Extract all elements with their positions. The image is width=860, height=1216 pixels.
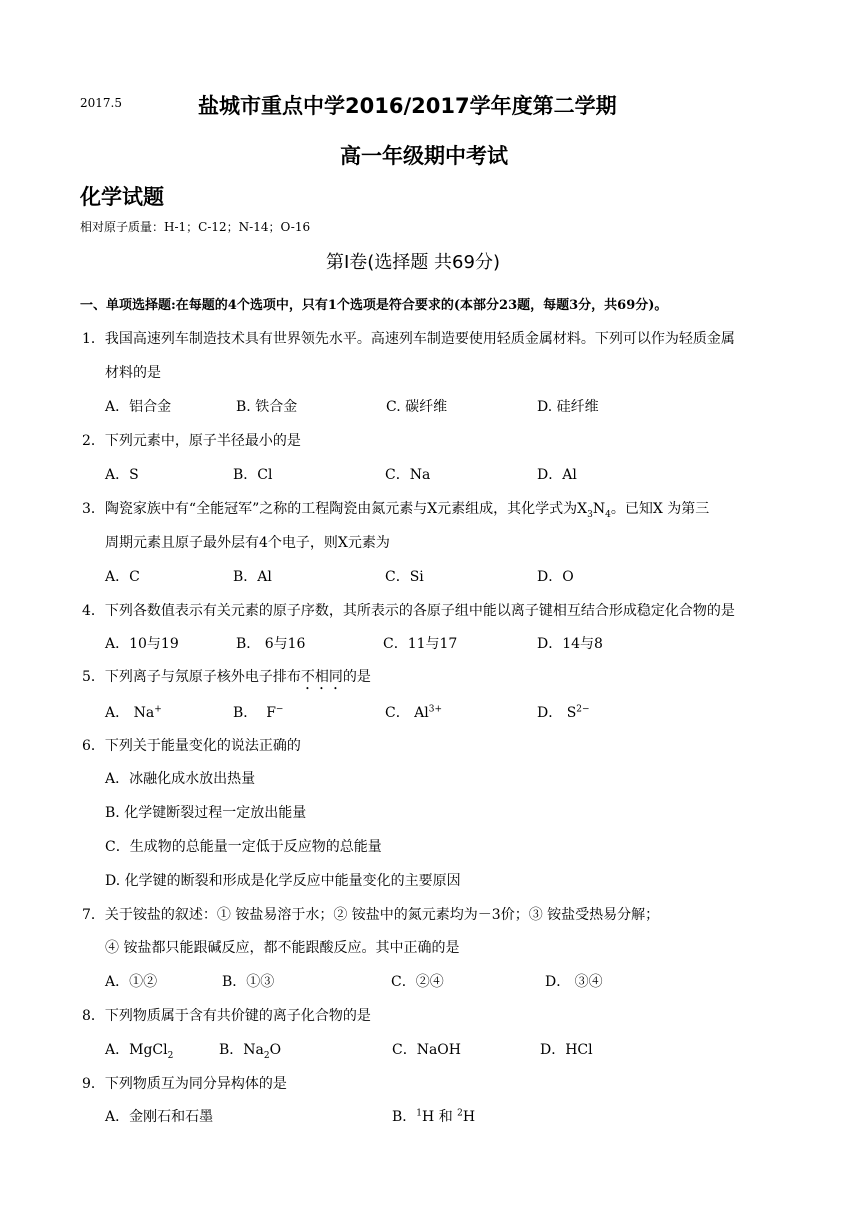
question-3-text-cont: 周期元素且原子最外层有4个电子，则X元素为 xyxy=(105,535,390,551)
question-2-option-a: A．S xyxy=(105,467,139,483)
question-8-text: 8．下列物质属于含有共价键的离子化合物的是 xyxy=(82,1008,371,1024)
question-7-text-cont: ④ 铵盐都只能跟碱反应，都不能跟酸反应。其中正确的是 xyxy=(105,940,460,956)
question-5-option-d: D． $S^{2-}$ xyxy=(537,704,590,721)
question-4-option-c: C．11与17 xyxy=(383,636,458,652)
question-8-option-a: A．MgCl$_2$ xyxy=(105,1042,174,1061)
question-3-text: 3．陶瓷家族中有“全能冠军”之称的工程陶瓷由氮元素与X元素组成，其化学式为$X_3N_4$。已知X 为第三 xyxy=(82,501,710,520)
question-6-option-c: C．生成物的总能量一定低于反应物的总能量 xyxy=(105,839,382,855)
question-1-option-a: A．铝合金 xyxy=(105,399,172,415)
question-7-option-b: B．①③ xyxy=(222,974,275,990)
question-5-text: 5．下列离子与氖原子核外电子排布不相同的是 xyxy=(82,669,371,685)
question-2-text: 2．下列元素中，原子半径最小的是 xyxy=(82,433,301,449)
question-8-option-c: C．NaOH xyxy=(392,1042,461,1058)
question-1-option-b: B. 铁合金 xyxy=(236,399,298,415)
question-2-option-b: B．Cl xyxy=(233,467,273,483)
question-5-option-c: C． $Al^{3+}$ xyxy=(385,704,443,721)
question-1-text-cont: 材料的是 xyxy=(105,365,161,381)
atomic-masses: 相对原子质量：H-1；C-12；N-14；O-16 xyxy=(80,220,311,234)
question-3-option-a: A．C xyxy=(105,569,140,585)
question-9-text: 9．下列物质互为同分异构体的是 xyxy=(82,1076,287,1092)
subject-title: 化学试题 xyxy=(80,185,164,209)
question-1-option-c: C. 碳纤维 xyxy=(386,399,448,415)
question-4-option-b: B． 6与16 xyxy=(236,636,306,652)
question-7-option-a: A．①② xyxy=(105,974,158,990)
question-8-option-b: B．$Na_2O$ xyxy=(219,1042,282,1061)
question-5-option-a: A． Na+ xyxy=(105,704,162,721)
question-7-text: 7．关于铵盐的叙述：① 铵盐易溶于水；② 铵盐中的氮元素均为－3价；③ 铵盐受热易分解； xyxy=(82,907,660,923)
exam-date: 2017.5 xyxy=(80,96,122,110)
question-2-option-c: C．Na xyxy=(385,467,431,483)
question-4-text: 4．下列各数值表示有关元素的原子序数，其所表示的各原子组中能以离子键相互结合形成稳定化合物的是 xyxy=(82,603,735,619)
question-6-option-a: A．冰融化成水放出热量 xyxy=(105,771,256,787)
exam-name: 高一年级期中考试 xyxy=(340,144,508,168)
question-3-option-d: D．O xyxy=(537,569,574,585)
question-6-option-b: B. 化学键断裂过程一定放出能量 xyxy=(105,805,307,821)
section-instructions: 一、单项选择题:在每题的4个选项中，只有1个选项是符合要求的(本部分23题，每题3分，共69分)。 xyxy=(80,298,668,313)
question-3-option-b: B．Al xyxy=(233,569,272,585)
question-7-option-c: C．②④ xyxy=(391,974,444,990)
question-9-option-a: A．金刚石和石墨 xyxy=(105,1109,214,1125)
volume-title: 第Ⅰ卷(选择题 共69分) xyxy=(326,252,500,273)
question-8-option-d: D．HCl xyxy=(540,1042,593,1058)
question-7-option-d: D． ③④ xyxy=(545,974,603,990)
question-4-option-d: D．14与8 xyxy=(537,636,603,652)
exam-title: 盐城市重点中学2016/2017学年度第二学期 xyxy=(198,94,617,118)
question-1-option-d: D. 硅纤维 xyxy=(537,399,599,415)
question-3-option-c: C．Si xyxy=(385,569,424,585)
question-6-text: 6．下列关于能量变化的说法正确的 xyxy=(82,738,301,754)
question-9-option-b: B．$^1$H 和 $^2$H xyxy=(392,1108,476,1125)
emphasized-text: 不相同 xyxy=(300,669,343,685)
question-2-option-d: D．Al xyxy=(537,467,577,483)
question-6-option-d: D. 化学键的断裂和形成是化学反应中能量变化的主要原因 xyxy=(105,873,461,889)
question-1-text: 1．我国高速列车制造技术具有世界领先水平。高速列车制造要使用轻质金属材料。下列可以作为轻质金属 xyxy=(82,331,735,347)
question-4-option-a: A．10与19 xyxy=(105,636,179,652)
question-5-option-b: B． F− xyxy=(233,704,284,721)
